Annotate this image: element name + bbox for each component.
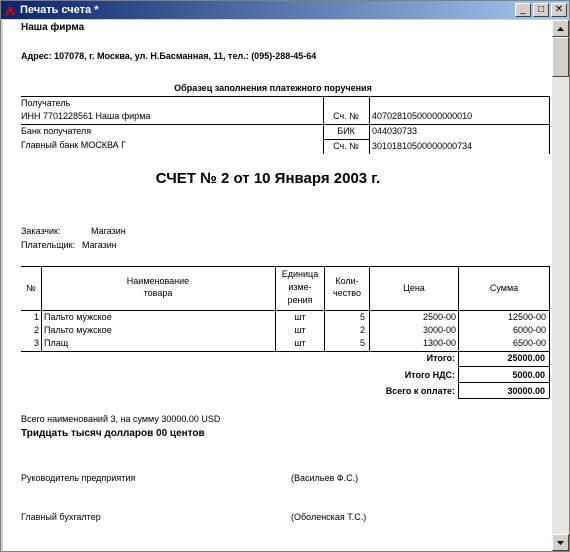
vat-label: Итого НДС: xyxy=(404,370,455,380)
total-value: 25000.00 xyxy=(507,353,545,363)
title-bar[interactable] xyxy=(1,1,569,19)
table-header-line xyxy=(21,310,549,311)
header-num: № xyxy=(26,283,36,293)
totals-line-1 xyxy=(458,366,549,367)
sample-mid-line xyxy=(21,124,549,125)
sample-bik-line xyxy=(323,139,369,140)
row-name: Пальто мужское xyxy=(44,312,112,322)
row-unit: шт xyxy=(294,338,306,348)
director-label: Руководитель предприятия xyxy=(21,473,136,483)
close-icon: ✕ xyxy=(554,4,564,15)
row-price: 3000-00 xyxy=(422,325,456,335)
account-value: 40702810500000000010 xyxy=(372,111,473,121)
row-name: Пальто мужское xyxy=(44,325,112,335)
close-button[interactable] xyxy=(551,3,567,17)
table-top-line xyxy=(21,266,549,267)
scroll-up-button[interactable] xyxy=(552,20,569,37)
bik-value: 044030733 xyxy=(372,126,418,136)
payer-value: Магазин xyxy=(82,240,117,250)
table-col-line-1 xyxy=(41,266,42,351)
sample-divider-1 xyxy=(323,96,324,154)
app-icon xyxy=(3,3,17,17)
recipient-inn: ИНН 7701228561 Наша фирма xyxy=(21,111,151,121)
window-title: Печать счета * xyxy=(20,4,99,16)
row-qty: 5 xyxy=(359,312,365,322)
table-col-line-6 xyxy=(549,266,550,351)
row-sum: 12500-00 xyxy=(507,312,546,322)
totals-right-line xyxy=(549,351,550,398)
amount-in-words: Тридцать тысяч долларов 00 центов xyxy=(21,428,205,439)
account-label: Сч. № xyxy=(333,111,359,121)
firm-name: Наша фирма xyxy=(21,22,85,33)
director-name: (Васильев Ф.С.) xyxy=(291,473,359,483)
row-num: 1 xyxy=(33,312,39,322)
minimize-icon: _ xyxy=(520,4,526,15)
header-qty: Коли- чество xyxy=(332,276,361,298)
row-unit: шт xyxy=(294,325,306,335)
totals-line-3 xyxy=(458,398,549,399)
row-num: 3 xyxy=(33,338,39,348)
table-bottom-line xyxy=(21,351,549,352)
scroll-thumb[interactable] xyxy=(552,37,569,77)
vat-value: 5000.00 xyxy=(512,370,545,380)
total-label: Итого: xyxy=(426,353,455,363)
grand-total-value: 30000.00 xyxy=(507,386,545,396)
row-unit: шт xyxy=(294,312,306,322)
row-num: 2 xyxy=(33,325,39,335)
bank-label: Банк получателя xyxy=(21,126,92,136)
payer-label: Плательщик: xyxy=(21,240,76,250)
grand-total-label: Всего к оплате: xyxy=(385,386,455,396)
payment-sample-caption: Образец заполнения платежного поручения xyxy=(174,83,372,93)
header-name: Наименование товара xyxy=(126,276,190,298)
arrow-down-icon xyxy=(557,541,564,545)
bik-label: БИК xyxy=(337,126,355,136)
row-price: 2500-00 xyxy=(422,312,456,322)
accountant-name: (Оболенская Т.С.) xyxy=(291,512,367,522)
items-summary: Всего наименований 3, на сумму 30000.00 USD xyxy=(21,414,221,424)
maximize-icon: □ xyxy=(537,4,545,15)
customer-label: Заказчик: xyxy=(21,226,61,236)
sample-divider-3 xyxy=(549,96,550,154)
row-qty: 5 xyxy=(359,338,365,348)
arrow-up-icon xyxy=(557,27,564,31)
totals-line-2 xyxy=(458,382,549,383)
header-price: Цена xyxy=(403,283,425,293)
corr-account-label: Сч. № xyxy=(333,141,359,151)
scroll-down-button[interactable] xyxy=(552,534,569,551)
accountant-label: Главный бухгалтер xyxy=(21,512,101,522)
customer-value: Магазин xyxy=(91,226,126,236)
recipient-label: Получатель xyxy=(21,98,71,108)
row-name: Плащ xyxy=(44,338,69,348)
invoice-page xyxy=(3,20,552,551)
sample-top-line xyxy=(21,96,549,97)
header-unit: Единица изме- рения xyxy=(281,269,319,305)
vertical-scrollbar[interactable] xyxy=(552,20,569,551)
row-qty: 2 xyxy=(359,325,365,335)
row-sum: 6500-00 xyxy=(512,338,546,348)
sample-divider-2 xyxy=(369,96,370,154)
invoice-title: СЧЕТ № 2 от 10 Января 2003 г. xyxy=(155,170,381,187)
corr-account-value: 30101810500000000734 xyxy=(372,141,473,151)
totals-left-line xyxy=(458,351,459,398)
maximize-button[interactable] xyxy=(533,3,549,17)
minimize-button[interactable] xyxy=(515,3,531,17)
header-sum: Сумма xyxy=(489,283,519,293)
firm-address: Адрес: 107078, г. Москва, ул. Н.Басманная, 11, тел.: (095)-288-45-64 xyxy=(21,51,317,61)
bank-name: Главный банк МОСКВА Г xyxy=(21,140,127,150)
row-sum: 6000-00 xyxy=(512,325,546,335)
row-price: 1300-00 xyxy=(422,338,456,348)
